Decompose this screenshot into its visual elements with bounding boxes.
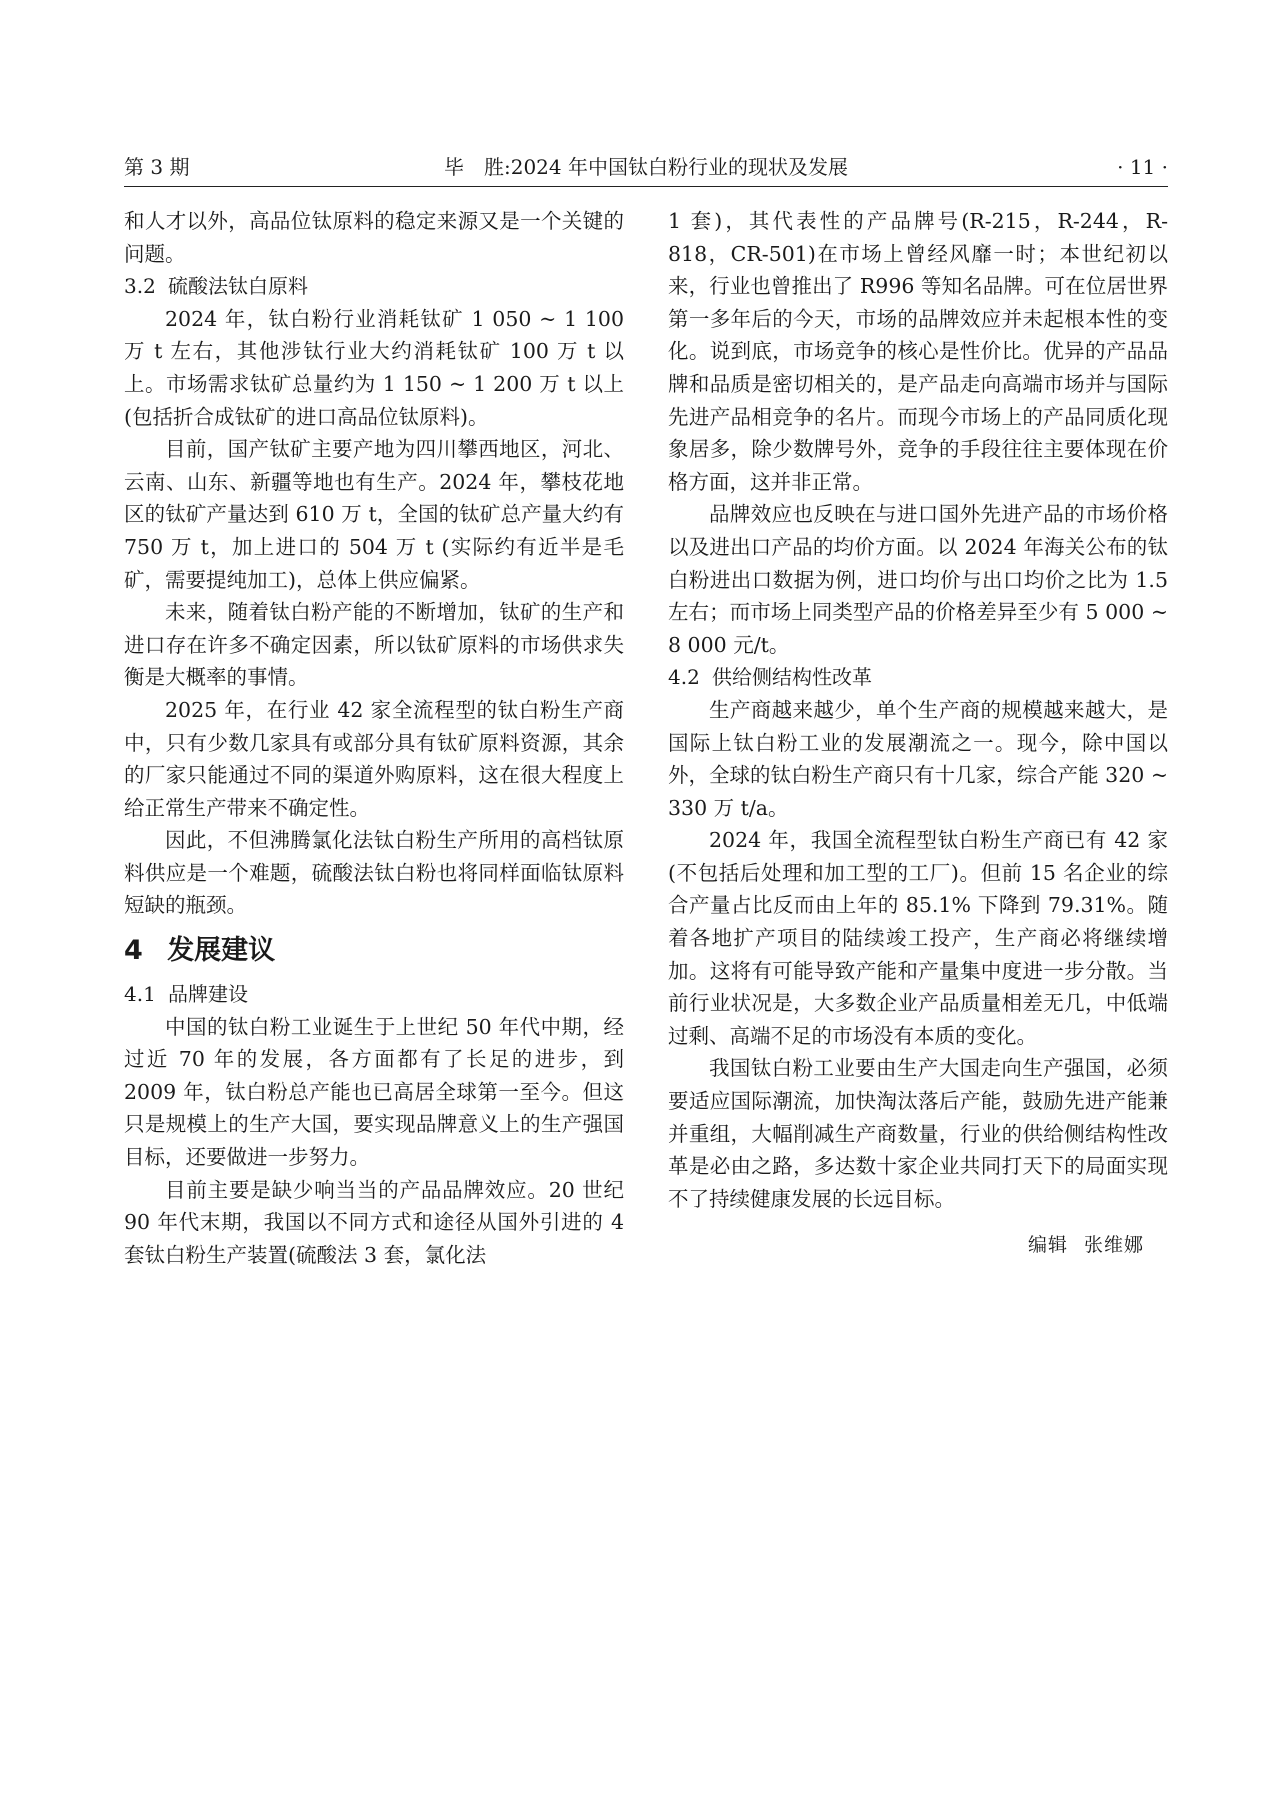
section-title: 发展建议 [167, 935, 276, 967]
subsection-title: 品牌建设 [168, 982, 248, 1007]
subsection-number: 4.1 [124, 982, 156, 1007]
paragraph: 2024 年，钛白粉行业消耗钛矿 1 050 ~ 1 100 万 t 左右，其他涉钛行业大约消耗钛矿 100 万 t 以上。市场需求钛矿总量约为 1 150 ~ 1 200 万 t 以上(包括折合成钛矿的进口高品位钛原料)。 [124, 306, 624, 429]
section-number: 4 [124, 935, 143, 967]
editor-label: 编辑 [1027, 1234, 1068, 1257]
paragraph: 因此，不但沸腾氯化法钛白粉生产所用的高档钛原料供应是一个难题，硫酸法钛白粉也将同样面临钛原料短缺的瓶颈。 [124, 828, 624, 918]
header-divider [124, 186, 1168, 187]
paragraph: 目前，国产钛矿主要产地为四川攀西地区，河北、云南、山东、新疆等地也有生产。2024 年，攀枝花地区的钛矿产量达到 610 万 t，全国的钛矿总产量大约有 750 万 t，加上进口的 504 万 t (实际约有近半是毛矿，需要提纯加工)，总体上供应偏紧。 [124, 437, 624, 592]
paragraph: 目前主要是缺少响当当的产品品牌效应。20 世纪 90 年代末期，我国以不同方式和途径从国外引进的 4 套钛白粉生产装置(硫酸法 3 套，氯化法 [124, 1177, 624, 1267]
subsection-heading-4-1 [124, 978, 624, 1011]
subsection-heading-4-2 [668, 661, 1168, 694]
running-header [124, 150, 1168, 184]
subsection-title: 硫酸法钛白原料 [168, 274, 308, 299]
subsection-title: 供给侧结构性改革 [712, 665, 872, 690]
paragraph: 2024 年，我国全流程型钛白粉生产商已有 42 家(不包括后处理和加工型的工厂)。但前 15 名企业的综合产量占比反而由上年的 85.1% 下降到 79.31%。随着各地扩产项目的陆续竣工投产，生产商必将继续增加。这将有可能导致产能和产量集中度进一步分散。当前行业状况是，大多数企业产品质量相差无几，中低端过剩、高端不足的市场没有本质的变化。 [668, 828, 1168, 1048]
paragraph: 中国的钛白粉工业诞生于上世纪 50 年代中期，经过近 70 年的发展，各方面都有了长足的进步，到 2009 年，钛白粉总产能也已高居全球第一至今。但这只是规模上的生产大国，要实现品牌意义上的生产强国目标，还要做进一步努力。 [124, 1014, 624, 1170]
paragraph: 我国钛白粉工业要由生产大国走向生产强国，必须要适应国际潮流，加快淘汰落后产能，鼓励先进产能兼并重组，大幅削减生产商数量，行业的供给侧结构性改革是必由之路，多达数十家企业共同打天下的局面实现不了持续健康发展的长远目标。 [668, 1056, 1168, 1211]
left-column [124, 205, 624, 1271]
subsection-number: 4.2 [668, 665, 700, 690]
paragraph: 品牌效应也反映在与进口国外先进产品的市场价格以及进出口产品的均价方面。以 2024 年海关公布的钛白粉进出口数据为例，进口均价与出口均价之比为 1.5 左右；而市场上同类型产品的价格差异至少有 5 000 ~ 8 000 元/t。 [668, 502, 1168, 657]
page-number: · 11 · [1117, 155, 1168, 179]
subsection-heading-3-2 [124, 270, 624, 303]
subsection-number: 3.2 [124, 274, 156, 299]
paragraph: 未来，随着钛白粉产能的不断增加，钛矿的生产和进口存在许多不确定因素，所以钛矿原料的市场供求失衡是大概率的事情。 [124, 600, 624, 690]
running-title: 毕 胜:2024 年中国钛白粉行业的现状及发展 [444, 155, 848, 179]
paragraph-continued: 1 套)，其代表性的产品牌号(R-215，R-244，R-818，CR-501)在市场上曾经风靡一时；本世纪初以来，行业也曾推出了 R996 等知名品牌。可在位居世界第一多年后的今天，市场的品牌效应并未起根本性的变化。说到底，市场竞争的核心是性价比。优异的产品品牌和品质是密切相关的，是产品走向高端市场并与国际先进产品相竞争的名片。而现今市场上的产品同质化现象居多，除少数牌号外，竞争的手段往往主要体现在价格方面，这并非正常。 [668, 209, 1168, 494]
paragraph: 2025 年，在行业 42 家全流程型的钛白粉生产商中，只有少数几家具有或部分具有钛矿原料资源，其余的厂家只能通过不同的渠道外购原料，这在很大程度上给正常生产带来不确定性。 [124, 697, 624, 820]
section-heading-4 [124, 930, 624, 972]
paragraph-continued: 和人才以外，高品位钛原料的稳定来源又是一个关键的问题。 [124, 209, 624, 266]
editor-credit [668, 1229, 1168, 1262]
issue-number: 第 3 期 [124, 155, 190, 179]
editor-name: 张维娜 [1083, 1234, 1144, 1257]
right-column [668, 205, 1168, 1262]
paragraph: 生产商越来越少，单个生产商的规模越来越大，是国际上钛白粉工业的发展潮流之一。现今，除中国以外，全球的钛白粉生产商只有十几家，综合产能 320 ~ 330 万 t/a。 [668, 697, 1168, 820]
